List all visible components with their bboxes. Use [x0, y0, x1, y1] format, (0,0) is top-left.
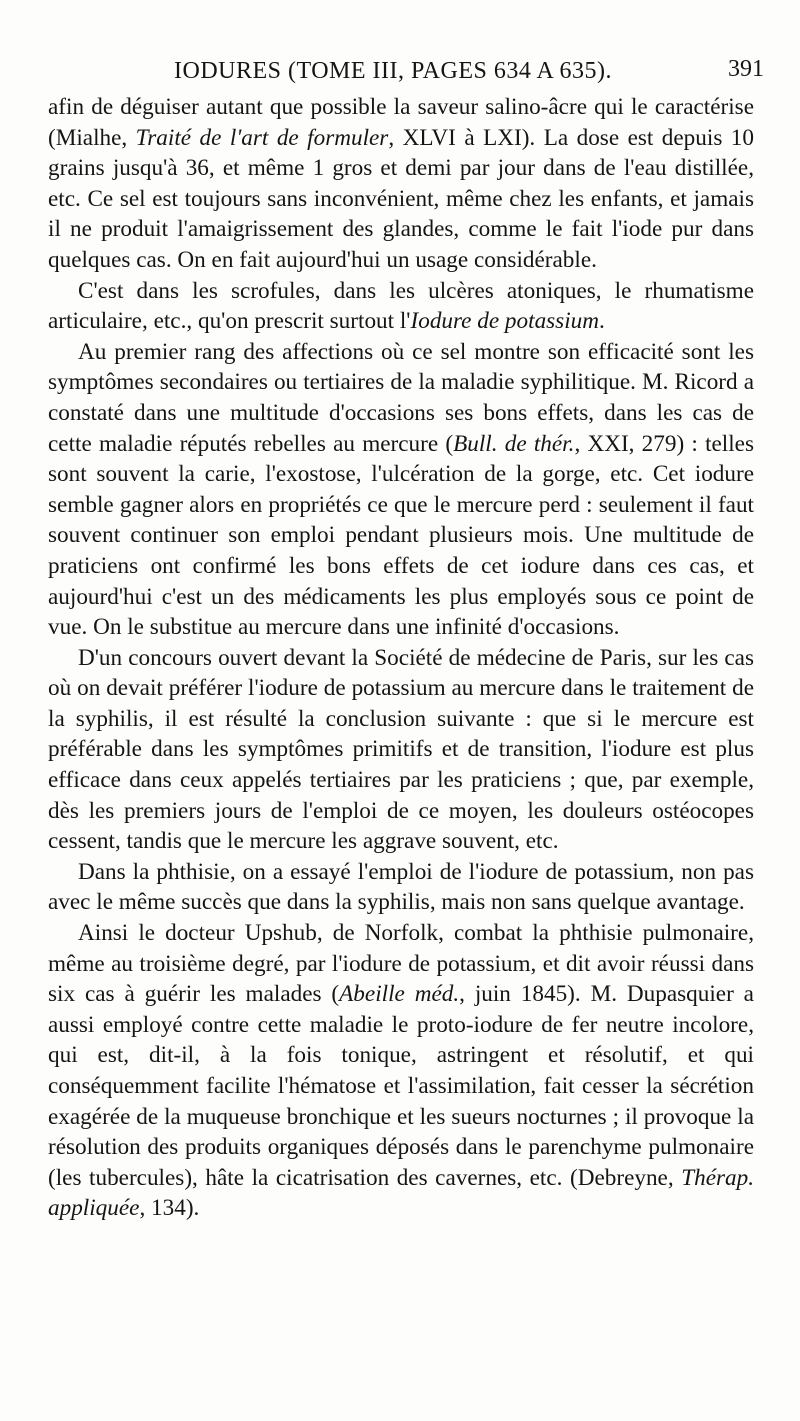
- text-run: D'un concours ouvert devant la Société de médecine de Paris, sur les cas où on devait préférer l'iodure de potassium au mercure dans le traitement de la syphilis, il est résulté la conclusion suivante : que si le mercure est préférable dans les symptômes primitifs et de transition, l'iodure est plus efficace dans ceux appelés tertiaires par les praticiens ; que, par exemple, dès les premiers jours de l'emploi de ce moyen, les douleurs ostéocopes cessent, tandis que le mercure les aggrave souvent, etc.: [48, 644, 754, 855]
- text-run: Au premier rang des affections où ce sel montre son efficacité sont les symptômes secondaires ou tertiaires de la maladie syphilitique. M. Ricord a constaté dans une multitude d'occasions ses bons effets, dans les cas de cette maladie réputés rebelles au mercure (: [48, 338, 754, 457]
- paragraph-5: [48, 857, 754, 918]
- text-run: , XLVI à LXI). La dose est depuis 10 grains jusqu'à 36, et même 1 gros et demi par jour dans de l'eau distillée, etc. Ce sel est toujours sans inconvénient, même chez les enfants, et jamais il ne produit l'amaigrissement des glandes, comme le fait l'iode pur dans quelques cas. On en fait aujourd'hui un usage considérable.: [48, 124, 754, 273]
- paragraph-2: [48, 276, 754, 337]
- text-run: afin de déguiser autant que possible la saveur salino-âcre qui le caractérise (Mialhe,: [48, 94, 754, 151]
- italic-title: Traité de l'art de formuler: [135, 124, 389, 151]
- body-text: [48, 92, 754, 1224]
- text-run: Ainsi le docteur Upshub, de Norfolk, combat la phthisie pulmonaire, même au troisième degré, par l'iodure de potassium, et dit avoir réussi dans six cas à guérir les malades (: [48, 920, 754, 1008]
- italic-term: Iodure de potassium: [410, 308, 599, 335]
- text-run: Dans la phthisie, on a essayé l'emploi de l'iodure de potassium, non pas avec le même succès que dans la syphilis, mais non sans quelque avantage.: [48, 858, 754, 916]
- text-run: , XXI, 279) : telles sont souvent la carie, l'exostose, l'ulcération de la gorge, etc. Cet iodure semble gagner alors en propriétés ce que le mercure perd : seulement il faut souvent continuer son emploi pendant plusieurs mois. Une multitude de praticiens ont confirmé les bons effets de cet iodure dans ces cas, et aujourd'hui c'est un des médicaments les plus employés sous ce point de vue. On le substitue au mercure dans une infinité d'occasions.: [48, 430, 755, 641]
- page-header: [48, 52, 764, 92]
- text-run: , juin 1845). M. Dupasquier a aussi employé contre cette maladie le proto-iodure de fer neutre incolore, qui est, dit-il, à la fois tonique, astringent et résolutif, et qui conséquemment facilite l'hématose et l'assimilation, fait cesser la sécrétion exagérée de la muqueuse bronchique et les sueurs nocturnes ; il provoque la résolution des produits organiques déposés dans le parenchyme pulmonaire (les tubercules), hâte la cicatrisation des cavernes, etc. (Debreyne,: [48, 981, 754, 1191]
- italic-citation: Abeille méd.: [339, 981, 460, 1008]
- text-run: C'est dans les scrofules, dans les ulcères atoniques, le rhumatisme articulaire, etc., qu'on prescrit surtout l': [48, 277, 754, 335]
- page-number: 391: [728, 56, 764, 82]
- paragraph-4: [48, 643, 754, 857]
- running-head: IODURES (TOME III, PAGES 634 A 635).: [174, 58, 613, 84]
- paragraph-3: [48, 337, 754, 643]
- text-run: , 134).: [139, 1195, 200, 1222]
- paragraph-1: [48, 92, 754, 276]
- paragraph-6: [48, 918, 754, 1224]
- italic-citation: Bull. de thér.: [453, 430, 575, 457]
- text-run: .: [599, 308, 605, 335]
- italic-citation: Thérap. appliquée: [48, 1164, 754, 1222]
